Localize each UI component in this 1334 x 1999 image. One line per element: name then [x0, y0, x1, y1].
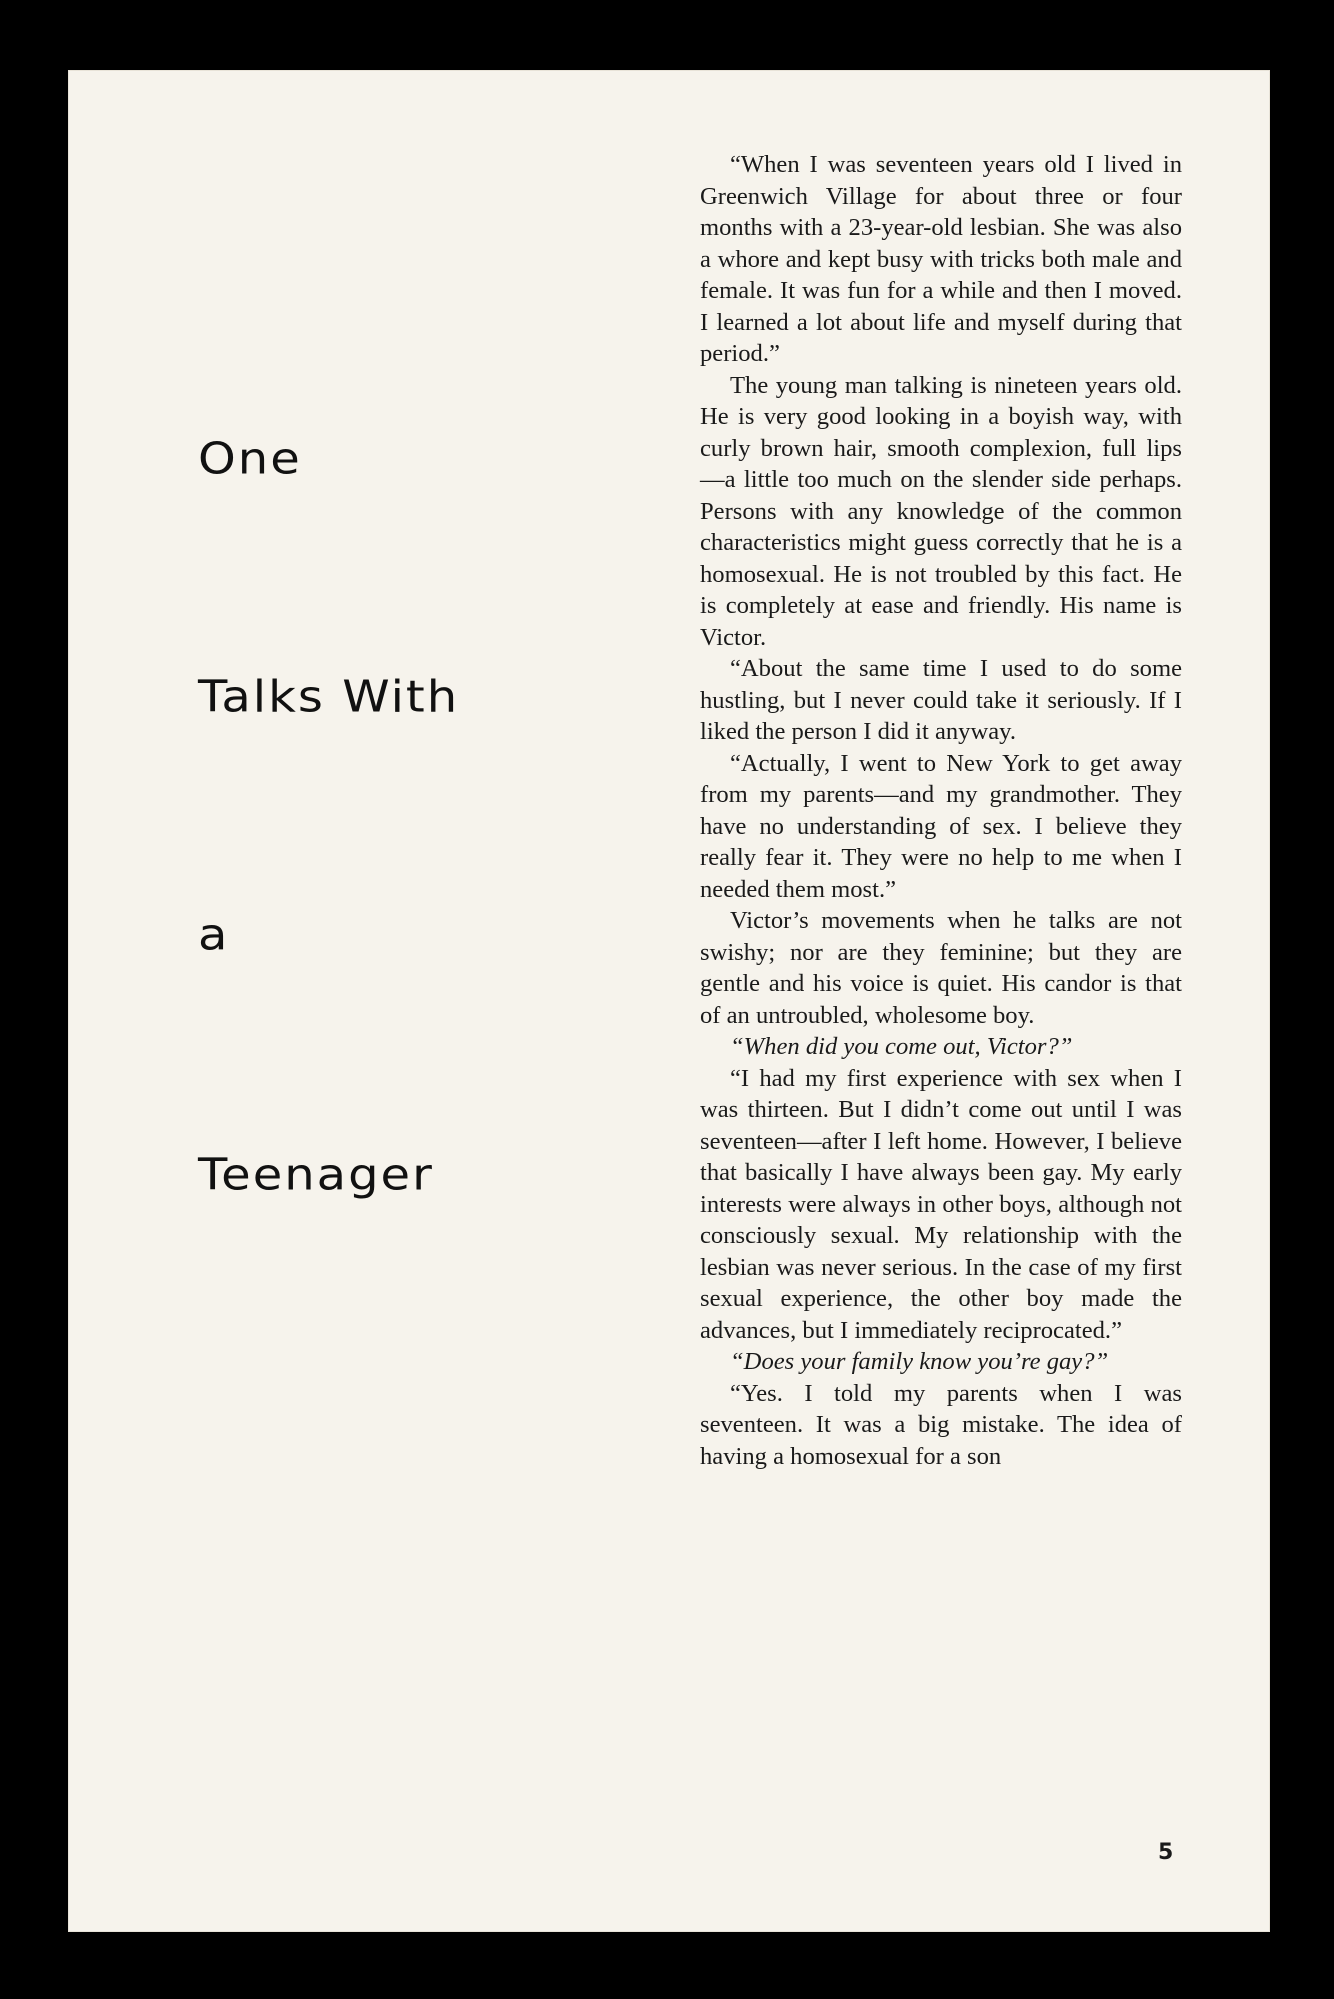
interview-question: “When did you come out, Victor?” [730, 1033, 1073, 1060]
title-line-a: a [198, 910, 230, 961]
paragraph: “Actually, I went to New York to get away from my parents—and my grandmother. They have no understanding of sex. I believe they really fear it. They were no help to me when I needed them most.” [700, 749, 1182, 903]
title-line-teenager: Teenager [198, 1150, 434, 1201]
title-line-talks-with: Talks With [198, 672, 460, 723]
paragraph: “Yes. I told my parents when I was seventeen. It was a big mistake. The idea of having a homosexual for a son [700, 1379, 1182, 1470]
paragraph: The young man talking is nineteen years old. He is very good looking in a boyish way, with curly brown hair, smooth complexion, full lips—a little too much on the slender side perhaps. Persons with any knowledge of the common characteristics might guess correctly that he is a homosexual. He is not troubled by this fact. He is completely at ease and friendly. His name is Victor. [700, 371, 1182, 651]
paragraph: Victor’s movements when he talks are not swishy; nor are they feminine; but they are gentle and his voice is quiet. His candor is that of an untroubled, wholesome boy. [700, 907, 1182, 1029]
paragraph: “I had my first experience with sex when I was thirteen. But I didn’t come out until I was seventeen—after I left home. However, I believe that basically I have always been gay. My early interests were always in other boys, although not consciously sexual. My relationship with the lesbian was never serious. In the case of my first sexual experience, the other boy made the advances, but I immediately reciprocated.” [700, 1064, 1182, 1344]
page-number: 5 [1158, 1840, 1174, 1865]
article-body [700, 149, 1182, 1472]
title-line-one: One [198, 434, 302, 485]
paragraph: “When I was seventeen years old I lived in Greenwich Village for about three or four months with a 23-year-old lesbian. She was also a whore and kept busy with tricks both male and female. It was fun for a while and then I moved. I learned a lot about life and myself during that period.” [700, 151, 1182, 367]
interview-question: “Does your family know you’re gay?” [730, 1348, 1109, 1375]
magazine-page [68, 70, 1270, 1932]
paragraph: “About the same time I used to do some hustling, but I never could take it seriously. If I liked the person I did it anyway. [700, 655, 1182, 745]
